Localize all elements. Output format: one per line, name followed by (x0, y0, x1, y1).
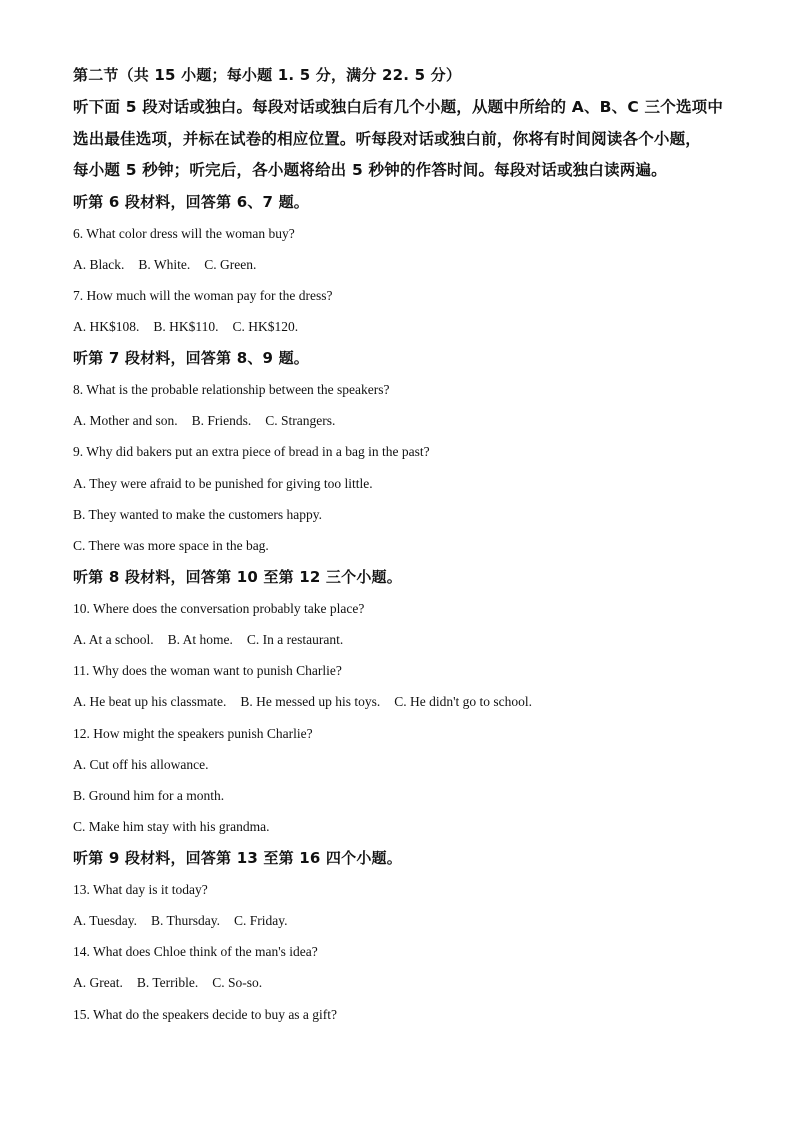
question-options (73, 414, 335, 428)
question-options (73, 320, 298, 334)
option-b: B. Thursday. (151, 913, 221, 928)
option-a: A. Great. (73, 975, 123, 990)
option-a: A. HK$108. (73, 319, 140, 334)
option-a: A. He beat up his classmate. (73, 694, 227, 709)
option-a: A. Cut off his allowance. (73, 757, 209, 772)
option-b: B. Ground him for a month. (73, 788, 225, 803)
instruction-line: 选出最佳选项，并标在试卷的相应位置。听每段对话或独白前，你将有时间阅读各个小题， (73, 130, 702, 148)
group-label: 听第 9 段材料，回答第 13 至第 16 四个小题。 (73, 849, 402, 867)
question-options (73, 914, 288, 928)
question-options (73, 633, 343, 647)
option-b: B. Friends. (191, 413, 252, 428)
option-c: C. Strangers. (265, 413, 336, 428)
question-stem: 8. What is the probable relationship between the speakers? (73, 382, 390, 397)
option-b: B. At home. (167, 632, 233, 647)
option-b: B. White. (138, 257, 191, 272)
question-stem: 11. Why does the woman want to punish Charlie? (73, 663, 342, 678)
option-b: B. They wanted to make the customers happy. (73, 507, 322, 522)
question-stem: 12. How might the speakers punish Charlie? (73, 726, 313, 741)
question-stem: 14. What does Chloe think of the man's idea? (73, 944, 318, 959)
option-c: C. Make him stay with his grandma. (73, 819, 270, 834)
group-label: 听第 7 段材料，回答第 8、9 题。 (73, 349, 310, 367)
question-stem: 15. What do the speakers decide to buy as a gift? (73, 1007, 338, 1022)
option-c: C. Green. (204, 257, 257, 272)
option-a: A. At a school. (73, 632, 154, 647)
question-stem: 13. What day is it today? (73, 882, 208, 897)
option-a: A. Mother and son. (73, 413, 178, 428)
option-c: C. HK$120. (232, 319, 299, 334)
group-label: 听第 8 段材料，回答第 10 至第 12 三个小题。 (73, 568, 402, 586)
instruction-line: 听下面 5 段对话或独白。每段对话或独白后有几个小题，从题中所给的 A、B、C 三个选项中 (73, 98, 724, 116)
group-label: 听第 6 段材料，回答第 6、7 题。 (73, 193, 310, 211)
option-c: C. He didn't go to school. (394, 694, 533, 709)
question-stem: 6. What color dress will the woman buy? (73, 226, 295, 241)
option-b: B. HK$110. (153, 319, 219, 334)
question-options (73, 258, 256, 272)
section-heading: 第二节（共 15 小题；每小题 1. 5 分，满分 22. 5 分） (73, 66, 462, 84)
question-options (73, 695, 532, 709)
question-options (73, 976, 262, 990)
question-stem: 7. How much will the woman pay for the dress? (73, 288, 333, 303)
option-c: C. Friday. (234, 913, 288, 928)
option-b: B. Terrible. (136, 975, 199, 990)
option-c: C. In a restaurant. (246, 632, 344, 647)
option-a: A. Black. (73, 257, 125, 272)
question-stem: 10. Where does the conversation probably take place? (73, 601, 365, 616)
option-a: A. They were afraid to be punished for giving too little. (73, 476, 373, 491)
option-b: B. He messed up his toys. (240, 694, 381, 709)
instruction-line: 每小题 5 秒钟；听完后，各小题将给出 5 秒钟的作答时间。每段对话或独白读两遍。 (73, 161, 667, 179)
option-a: A. Tuesday. (73, 913, 138, 928)
option-c: C. So-so. (212, 975, 263, 990)
question-stem: 9. Why did bakers put an extra piece of bread in a bag in the past? (73, 444, 430, 459)
option-c: C. There was more space in the bag. (73, 538, 269, 553)
